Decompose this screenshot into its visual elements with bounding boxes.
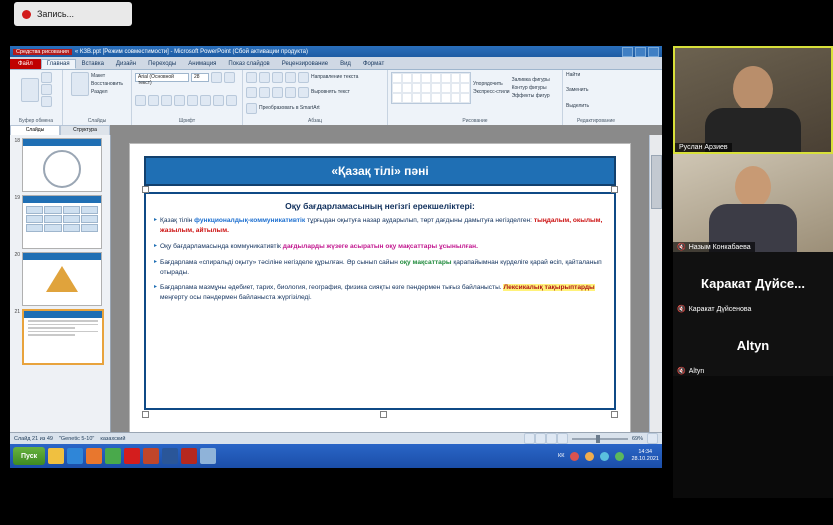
avatar	[733, 66, 773, 112]
copy-icon[interactable]	[41, 84, 52, 95]
char-spacing-icon[interactable]	[200, 95, 211, 106]
font-color-icon[interactable]	[226, 95, 237, 106]
participant-name: Назым Конкабаева	[688, 243, 751, 251]
underline-icon[interactable]	[161, 95, 172, 106]
zoom-slider[interactable]	[572, 438, 628, 440]
new-slide-icon[interactable]	[71, 72, 89, 96]
group-label-paragraph: Абзац	[307, 117, 323, 124]
tray-language[interactable]: КК	[558, 453, 565, 459]
shapes-gallery[interactable]	[391, 72, 471, 104]
window-title: « КЗВ.ppt [Режим совместимости] - Microsoft PowerPoint (Сбой активации продукта)	[74, 48, 308, 55]
shrink-font-icon[interactable]	[224, 72, 235, 83]
avatar	[735, 166, 771, 208]
thumbnail-card[interactable]	[22, 195, 102, 249]
microphone-muted-icon: 🔇	[677, 306, 686, 313]
thumbnail-title-bar	[23, 139, 101, 146]
shadow-icon[interactable]	[174, 95, 185, 106]
tab-insert[interactable]: Вставка	[81, 61, 104, 67]
change-case-icon[interactable]	[213, 95, 224, 106]
thumbnail-pyramid-diagram	[46, 266, 78, 292]
fit-slide-icon[interactable]	[647, 433, 658, 444]
participant-tile[interactable]	[673, 252, 833, 314]
format-painter-icon[interactable]	[41, 96, 52, 107]
slide-thumbnail[interactable]	[10, 135, 110, 192]
participant-strip[interactable]	[673, 46, 833, 498]
tab-review[interactable]: Рецензирование	[281, 61, 329, 67]
bullet-arrow-icon: ▸	[154, 217, 158, 223]
thumbnail-title-bar	[24, 311, 102, 318]
selection-handle[interactable]	[380, 411, 387, 418]
sorter-view-icon[interactable]	[535, 433, 546, 444]
restore-icon[interactable]	[635, 47, 646, 57]
italic-icon[interactable]	[148, 95, 159, 106]
context-tab-label: Средства рисования	[13, 49, 72, 55]
ribbon-group-paragraph[interactable]	[243, 70, 388, 126]
selection-handle[interactable]	[142, 186, 149, 193]
tab-view[interactable]: Вид	[340, 61, 351, 67]
slide-thumbnail[interactable]	[10, 192, 110, 249]
tab-format[interactable]: Формат	[362, 61, 385, 67]
participant-video	[673, 154, 833, 252]
theme-name: "Genetic 5-10"	[58, 435, 95, 442]
thumbnail-card[interactable]	[22, 138, 102, 192]
clock-date: 28.10.2021	[631, 456, 659, 462]
grow-font-icon[interactable]	[211, 72, 222, 83]
text-direction-label[interactable]: Направление текста	[311, 74, 359, 80]
shared-screen[interactable]	[10, 46, 662, 468]
slide-thumbnail[interactable]	[10, 249, 110, 306]
slide-thumbnail-selected[interactable]	[10, 306, 110, 365]
powerpoint-icon[interactable]	[143, 448, 159, 464]
group-label-font: Шрифт	[178, 118, 196, 124]
cut-icon[interactable]	[41, 72, 52, 83]
pane-tab-slides[interactable]: Слайды	[10, 125, 60, 135]
explorer-icon[interactable]	[48, 448, 64, 464]
word-icon[interactable]	[162, 448, 178, 464]
ie-icon[interactable]	[67, 448, 83, 464]
close-icon[interactable]	[648, 47, 659, 57]
participant-name-badge	[673, 304, 833, 314]
scrollbar-thumb[interactable]	[651, 155, 662, 209]
participant-tile[interactable]	[673, 314, 833, 376]
font-name-input[interactable]: Arial (Основной текст)	[135, 73, 189, 82]
group-label-slides: Слайды	[87, 118, 107, 124]
participant-name-badge	[673, 242, 755, 252]
tab-file[interactable]: Файл	[10, 59, 41, 69]
slide-bullet	[154, 242, 606, 252]
align-right-icon[interactable]	[272, 87, 283, 98]
selection-handle[interactable]	[142, 411, 149, 418]
replace-label[interactable]: Заменить	[566, 87, 589, 94]
ribbon[interactable]	[10, 70, 662, 127]
line-spacing-icon[interactable]	[298, 72, 309, 83]
tray-icon-antivirus[interactable]	[570, 452, 579, 461]
bullet-text: Қазақ тілін функционалдық-коммуникативтік тұрғыдан оқытуға назар аударылып, төрт дағдыны дамытуға негізделген: тыңдалым, окылым, жазылым, айтылым.	[160, 217, 603, 234]
slide-thumbnail-pane[interactable]	[10, 135, 111, 447]
selection-handle[interactable]	[611, 186, 618, 193]
thumbnail-number: 19	[14, 195, 20, 201]
columns-icon[interactable]	[298, 87, 309, 98]
opera-icon[interactable]	[124, 448, 140, 464]
ribbon-group-clipboard[interactable]	[10, 70, 63, 126]
media-icon[interactable]	[200, 448, 216, 464]
ribbon-tabs[interactable]	[10, 57, 662, 70]
reset-label[interactable]: Восстановить	[90, 80, 124, 87]
convert-smartart-label[interactable]: Преобразовать в SmartArt	[259, 104, 320, 111]
pane-tab-outline[interactable]: Структура	[60, 125, 110, 135]
participant-name-badge	[673, 366, 833, 376]
bullet-text: Бағдарлама «спиральді оқыту» тәсіліне негізделе құрылған. Әр сынып сайын оқу мақсаттары қарапайымнан күрделіге қарай өсіп, қайталанып отырады.	[160, 258, 602, 276]
current-slide[interactable]	[129, 143, 631, 435]
slide-scrollbar[interactable]	[649, 135, 662, 447]
group-label-clipboard: Буфер обмена	[19, 118, 53, 124]
participant-tile-active-speaker[interactable]	[673, 46, 833, 154]
tab-transitions[interactable]: Переходы	[148, 61, 177, 67]
participant-tile[interactable]	[673, 154, 833, 252]
minimize-icon[interactable]	[622, 47, 633, 57]
tray-icon-network[interactable]	[600, 452, 609, 461]
thumbnail-text-line	[28, 334, 75, 336]
thumbnail-card[interactable]	[22, 309, 104, 365]
arrange-label[interactable]: Упорядочить	[473, 80, 503, 87]
bullet-arrow-icon: ▸	[154, 242, 158, 249]
slide-body-placeholder[interactable]	[144, 192, 616, 410]
slide-bullet	[154, 258, 606, 278]
thumbnail-title-bar	[23, 196, 101, 203]
group-label-drawing: Рисование	[462, 118, 488, 124]
align-left-icon[interactable]	[246, 87, 257, 98]
slideshow-view-icon[interactable]	[557, 433, 568, 444]
find-label[interactable]: Найти	[566, 72, 581, 78]
recording-bar	[0, 0, 833, 28]
quick-styles-label[interactable]: Экспресс-стили	[473, 88, 510, 95]
tab-home[interactable]: Главная	[41, 59, 76, 69]
status-bar[interactable]	[10, 432, 662, 444]
participant-name: Руслан Арзиев	[679, 144, 728, 151]
thumbnail-title-bar	[23, 253, 101, 260]
workspace	[10, 125, 662, 468]
thumbnail-number: 20	[14, 252, 20, 258]
justify-icon[interactable]	[285, 87, 296, 98]
clock-time: 14:34	[638, 449, 653, 456]
slide-bullet	[154, 283, 606, 303]
ribbon-group-font[interactable]	[132, 70, 243, 126]
ribbon-group-slides[interactable]	[63, 70, 132, 126]
participant-name-badge	[675, 143, 732, 152]
thumbnail-card[interactable]	[22, 252, 102, 306]
bullet-arrow-icon: ▸	[154, 258, 158, 265]
group-label-editing: Редактирование	[576, 117, 616, 124]
shape-outline-label[interactable]: Контур фигуры	[511, 84, 547, 91]
slide-subtitle: Оқу бағдарламасының негізгі ерекшеліктері:	[285, 201, 475, 211]
decrease-indent-icon[interactable]	[272, 72, 283, 83]
zoom-level: 69%	[631, 435, 643, 442]
select-label[interactable]: Выделить	[566, 102, 590, 109]
shape-effects-label[interactable]: Эффекты фигур	[511, 92, 550, 99]
thumbnail-table	[26, 206, 98, 232]
microphone-muted-icon: 🔇	[677, 244, 686, 251]
record-dot-icon	[22, 10, 31, 19]
participant-display-name: Каракат Дүйсе...	[701, 275, 805, 291]
pane-tabs[interactable]	[10, 125, 110, 135]
shape-fill-label[interactable]: Заливка фигуры	[511, 76, 550, 83]
paste-icon[interactable]	[21, 78, 39, 102]
recording-label: Запись...	[37, 9, 75, 19]
thumbnail-text-line	[28, 327, 75, 329]
chrome-icon[interactable]	[105, 448, 121, 464]
thumbnail-number: 18	[14, 138, 20, 144]
language-indicator[interactable]: казахский	[100, 435, 126, 442]
thumbnail-text-line	[28, 324, 98, 326]
slide-title-placeholder[interactable]	[144, 156, 616, 186]
tab-slideshow[interactable]: Показ слайдов	[228, 61, 270, 67]
start-button[interactable]: Пуск	[13, 447, 45, 465]
firefox-icon[interactable]	[86, 448, 102, 464]
bullet-arrow-icon: ▸	[154, 284, 158, 291]
bullets-icon[interactable]	[246, 72, 257, 83]
tab-animations[interactable]: Анимация	[188, 61, 217, 67]
thumbnail-text-line	[28, 320, 98, 322]
normal-view-icon[interactable]	[524, 433, 535, 444]
window-buttons[interactable]	[622, 47, 659, 57]
layout-label[interactable]: Макет	[90, 72, 106, 79]
slide-counter: Слайд 21 из 49	[14, 435, 53, 442]
section-label[interactable]: Раздел	[90, 88, 108, 95]
tray-icon-volume[interactable]	[615, 452, 624, 461]
slide-stage[interactable]	[111, 135, 648, 447]
slide-title-text: «Қазақ тілі» пәні	[331, 164, 429, 178]
bullet-text: Оқу бағдарламасында коммуникативтік дағдыларды жүзеге асыратын оқу мақсаттары ұсынылған.	[160, 242, 478, 250]
bullet-text: Бағдарлама мазмұны әдебиет, тарих, биология, география, физика сияқты өзге пәндермен тығыз байланысты. Лексикалық тақырыптарды меңгерту осы пәндермен байланыста жүргізіледі.	[160, 284, 595, 302]
thumbnail-circle-diagram	[43, 150, 81, 188]
smartart-icon[interactable]	[246, 103, 257, 114]
ribbon-group-drawing[interactable]	[388, 70, 563, 126]
powerpoint-titlebar	[10, 46, 662, 57]
align-text-label[interactable]: Выровнять текст	[311, 89, 350, 96]
participant-video	[675, 48, 831, 152]
numbering-icon[interactable]	[259, 72, 270, 83]
participant-name: Каракат Дүйсенова	[688, 305, 752, 313]
microphone-muted-icon: 🔇	[677, 368, 686, 375]
strikethrough-icon[interactable]	[187, 95, 198, 106]
font-size-input[interactable]: 28	[191, 73, 209, 82]
system-tray[interactable]	[558, 449, 659, 462]
bold-icon[interactable]	[135, 95, 146, 106]
recording-indicator[interactable]	[14, 2, 132, 26]
acrobat-icon[interactable]	[181, 448, 197, 464]
taskbar[interactable]	[10, 444, 662, 468]
selection-handle[interactable]	[611, 411, 618, 418]
align-center-icon[interactable]	[259, 87, 270, 98]
tray-clock[interactable]	[631, 449, 659, 462]
participant-display-name: Altyn	[736, 337, 770, 353]
thumbnail-number: 21	[14, 309, 20, 315]
thumbnail-text-line	[28, 331, 98, 333]
tab-design[interactable]: Дизайн	[115, 61, 137, 67]
increase-indent-icon[interactable]	[285, 72, 296, 83]
tray-icon-update[interactable]	[585, 452, 594, 461]
slide-bullet	[154, 216, 606, 236]
participant-name: Altyn	[688, 367, 705, 375]
reading-view-icon[interactable]	[546, 433, 557, 444]
ribbon-group-editing[interactable]	[563, 70, 629, 126]
